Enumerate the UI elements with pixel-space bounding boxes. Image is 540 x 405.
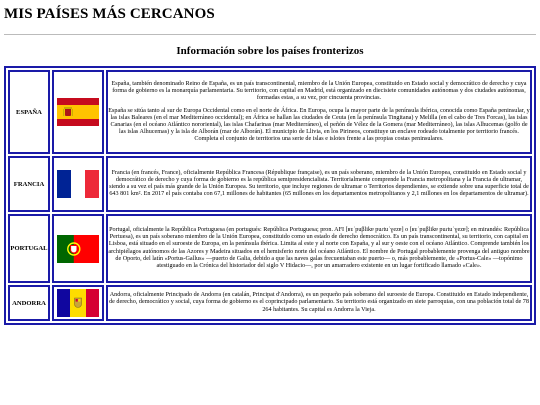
description-paragraph: España, también denominado Reino de España, es un país transcontinental, miembro de la Unión Europea, constituido en Estado social y democrático de derecho y cuya forma de gobierno es la monarquía parlamentaria. Su territorio, con capital en Madrid, está organizado en diecisiete comunidades autónomas y dos ciudades autónomas, formadas estas, a su vez, por cincuenta provincias. [111, 80, 527, 101]
country-description-andorra [106, 285, 532, 321]
page-title: MIS PAÍSES MÁS CERCANOS [4, 6, 215, 22]
table-row-portugal [8, 214, 532, 283]
country-description-spain [106, 70, 532, 154]
flag-cell-france [52, 156, 104, 212]
country-name-portugal: PORTUGAL [8, 214, 50, 283]
table-row-andorra [8, 285, 532, 321]
title-divider [4, 34, 536, 35]
country-name-spain: ESPAÑA [8, 70, 50, 154]
flag-cell-andorra [52, 285, 104, 321]
country-name-france: FRANCIA [8, 156, 50, 212]
table-row-france [8, 156, 532, 212]
flag-cell-spain [52, 70, 104, 154]
france-flag-icon [57, 170, 99, 198]
description-paragraph: Portugal, oficialmente la República Portuguesa (en portugués: República Portuguesa; pron. AFI [ʁɛˈpuβlikɐ puɾtuˈɣezɐ] o [ʁɛˈpuβlikɐ puɾtuˈɣezɐ]; en mirandés: República Pertuesa), es un país soberano miembro de la Unión Europea, constituido como un estado de derecho democrático. Es un país transcontinental, su territorio, con capital en Lisboa, está situado en el suroeste de Europa, en la península ibérica. Limita al este y al norte con España, y al sur y oeste con el océano Atlántico. Comprende también los archipiélagos autónomos de las Azores y Madeira situados en el hemisferio norte del océano Atlántico. El nombre de Portugal probablemente provenga del antiguo nombre de Oporto, del latín «Portus-Gallus» —puerto de Galia, debido a que las naves galas frecuentaban este puerto— o, más probablemente, de «Portus-Cale» —topónimo atestiguado en la Crónica del historiador del siglo V Hidacio—, por un amarradero existente en un lugar fortificado llamado «Cale». [108, 227, 530, 269]
portugal-flag-icon [57, 235, 99, 263]
description-paragraph: Andorra, oficialmente Principado de Andorra (en catalán, Principat d'Andorra), es un pequeño país soberano del suroeste de Europa. Constituido en Estado independiente, de derecho, democrático y social, cuya forma de gobierno es el coprincipado parlamentario. Su territorio está organizado en siete parroquias, con una población total de 78 264 habitantes. Su capital es Andorra la Vieja. [109, 292, 529, 313]
description-paragraph: España se sitúa tanto al sur de Europa Occidental como en el norte de África. En Europa, ocupa la mayor parte de la península ibérica, conocida como España peninsular, y las islas Baleares (en el mar Mediterráneo occidental); en África se hallan las ciudades de Ceuta (en la península Tingitana) y Melilla (en el cabo de Tres Forcas), las islas Canarias (en el océano Atlántico nororiental), las islas Chafarinas (mar Mediterráneo), el peñón de Vélez de la Gomera (mar Mediterráneo), las islas Alhucemas (golfo de las islas Alhucemas) y la isla de Alborán (mar de Alborán). El municipio de Llivia, en los Pirineos, constituye un enclave rodeado totalmente por territorio francés. Completa el conjunto de territorios una serie de islas e islotes frente a las propias costas peninsulares. [108, 107, 530, 143]
spain-flag-icon [57, 98, 99, 126]
description-paragraph: Francia (en francés, France), oficialmente República Francesa (République française), es un país soberano, miembro de la Unión Europea, constituido en Estado social y democrático de derecho y cuya forma de gobierno es la república semipresidencialista. Territorialmente comprende la Francia metropolitana y la Francia de ultramar, siendo a su vez el país más grande de la Unión Europea. Su territorio, que incluye regiones de ultramar o Territorios dependientes, se extiende sobre una superficie total de 643 801 km². En 2017 el país contaba con 67,1 millones de habitantes (65 millones en los departamentos metropolitanos y 2,1 millones en los departamentos de ultramar). [109, 169, 529, 198]
andorra-flag-icon [57, 289, 99, 317]
section-title: Información sobre los países fronterizos [176, 45, 364, 57]
country-description-portugal [106, 214, 532, 283]
country-description-france [106, 156, 532, 212]
flag-cell-portugal [52, 214, 104, 283]
table-row-spain [8, 70, 532, 154]
country-name-andorra: ANDORRA [8, 285, 50, 321]
countries-table [4, 66, 536, 325]
